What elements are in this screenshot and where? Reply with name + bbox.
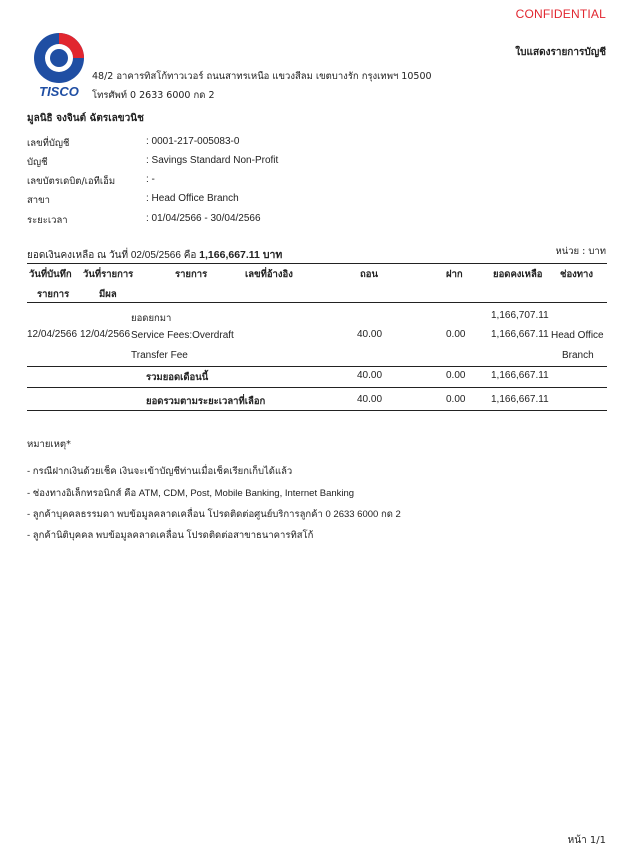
card-number-value: : - — [146, 174, 155, 185]
brought-forward-label: ยอดยกมา — [131, 313, 172, 324]
account-type-value: : Savings Standard Non-Profit — [146, 155, 279, 166]
header-reference: เลขที่อ้างอิง — [245, 269, 293, 280]
account-number-row — [27, 136, 587, 152]
branch-row — [27, 193, 587, 209]
month-total-deposit: 0.00 — [446, 370, 466, 381]
period-total-balance: 1,166,667.11 — [491, 394, 549, 405]
month-total-label: รวมยอดเดือนนี้ — [146, 372, 209, 383]
header-eff-date: วันที่รายการ — [83, 269, 134, 280]
account-number-label: เลขที่บัญชี — [27, 138, 70, 149]
period-label: ระยะเวลา — [27, 215, 68, 226]
period-total-withdraw: 40.00 — [357, 394, 383, 405]
row-eff-date: 12/04/2566 — [80, 329, 131, 340]
header-deposit: ฝาก — [446, 269, 463, 280]
logo-text: TISCO — [39, 84, 79, 99]
document-title: ใบแสดงรายการบัญชี — [515, 47, 606, 58]
month-total-withdraw: 40.00 — [357, 370, 383, 381]
row-description: Service Fees:Overdraft — [131, 330, 234, 341]
period-value: : 01/04/2566 - 30/04/2566 — [146, 213, 261, 224]
card-number-row — [27, 174, 587, 190]
row-balance: 1,166,667.11 — [491, 329, 549, 340]
row-channel-line2: Branch — [562, 350, 594, 361]
note-item: - ลูกค้าบุคคลธรรมดา พบข้อมูลคลาดเคลื่อน โปรดติดต่อศูนย์บริการลูกค้า 0 2633 6000 กด 2 — [27, 509, 401, 520]
header-eff-date-line2: มีผล — [99, 289, 117, 300]
bank-address: 48/2 อาคารทิสโก้ทาวเวอร์ ถนนสาทรเหนือ แขวงสีลม เขตบางรัก กรุงเทพฯ 10500 — [92, 71, 432, 82]
row-description-line2: Transfer Fee — [131, 350, 188, 361]
tisco-logo — [33, 31, 85, 99]
period-row — [27, 213, 587, 229]
brought-forward-balance: 1,166,707.11 — [491, 310, 549, 321]
branch-label: สาขา — [27, 195, 50, 206]
table-bottom-rule — [27, 410, 607, 411]
table-top-rule — [27, 263, 607, 264]
period-total-label: ยอดรวมตามระยะเวลาที่เลือก — [146, 396, 266, 407]
page-number: หน้า 1/1 — [567, 835, 606, 846]
card-number-label: เลขบัตรเดบิต/เอทีเอ็ม — [27, 176, 116, 187]
period-total-deposit: 0.00 — [446, 394, 466, 405]
month-total-rule — [27, 387, 607, 388]
notes-title: หมายเหตุ* — [27, 439, 71, 450]
note-item: - ลูกค้านิติบุคคล พบข้อมูลคลาดเคลื่อน โปรดติดต่อสาขาธนาคารทิสโก้ — [27, 530, 314, 541]
row-deposit: 0.00 — [446, 329, 466, 340]
header-post-date: วันที่บันทึก — [29, 269, 72, 280]
balance-amount: 1,166,667.11 บาท — [199, 249, 283, 261]
note-item: - ช่องทางอิเล็กทรอนิกส์ คือ ATM, CDM, Post, Mobile Banking, Internet Banking — [27, 488, 355, 499]
row-post-date: 12/04/2566 — [27, 329, 78, 340]
currency-unit: หน่วย : บาท — [555, 246, 606, 257]
account-type-label: บัญชี — [27, 157, 48, 168]
header-post-date-line2: รายการ — [37, 289, 70, 300]
balance-summary — [27, 246, 282, 263]
header-description: รายการ — [175, 269, 208, 280]
note-item: - กรณีฝากเงินด้วยเช็ค เงินจะเข้าบัญชีท่านเมื่อเช็คเรียกเก็บได้แล้ว — [27, 466, 293, 477]
row-withdraw: 40.00 — [357, 329, 383, 340]
header-withdraw: ถอน — [360, 269, 378, 280]
branch-value: : Head Office Branch — [146, 193, 239, 204]
bank-phone: โทรศัพท์ 0 2633 6000 กด 2 — [92, 90, 215, 101]
header-balance: ยอดคงเหลือ — [493, 269, 543, 280]
row-rule — [27, 366, 607, 367]
month-total-balance: 1,166,667.11 — [491, 370, 549, 381]
balance-prefix: ยอดเงินคงเหลือ ณ วันที่ 02/05/2566 คือ — [27, 250, 200, 261]
table-header-rule — [27, 302, 607, 303]
account-number-value: : 0001-217-005083-0 — [146, 136, 240, 147]
account-holder-name: มูลนิธิ จงจินต์ ฉัตรเลขวนิช — [27, 113, 144, 124]
header-channel: ช่องทาง — [560, 269, 594, 280]
account-type-row — [27, 155, 587, 171]
row-channel: Head Office — [551, 330, 604, 341]
confidential-label: CONFIDENTIAL — [515, 7, 606, 21]
